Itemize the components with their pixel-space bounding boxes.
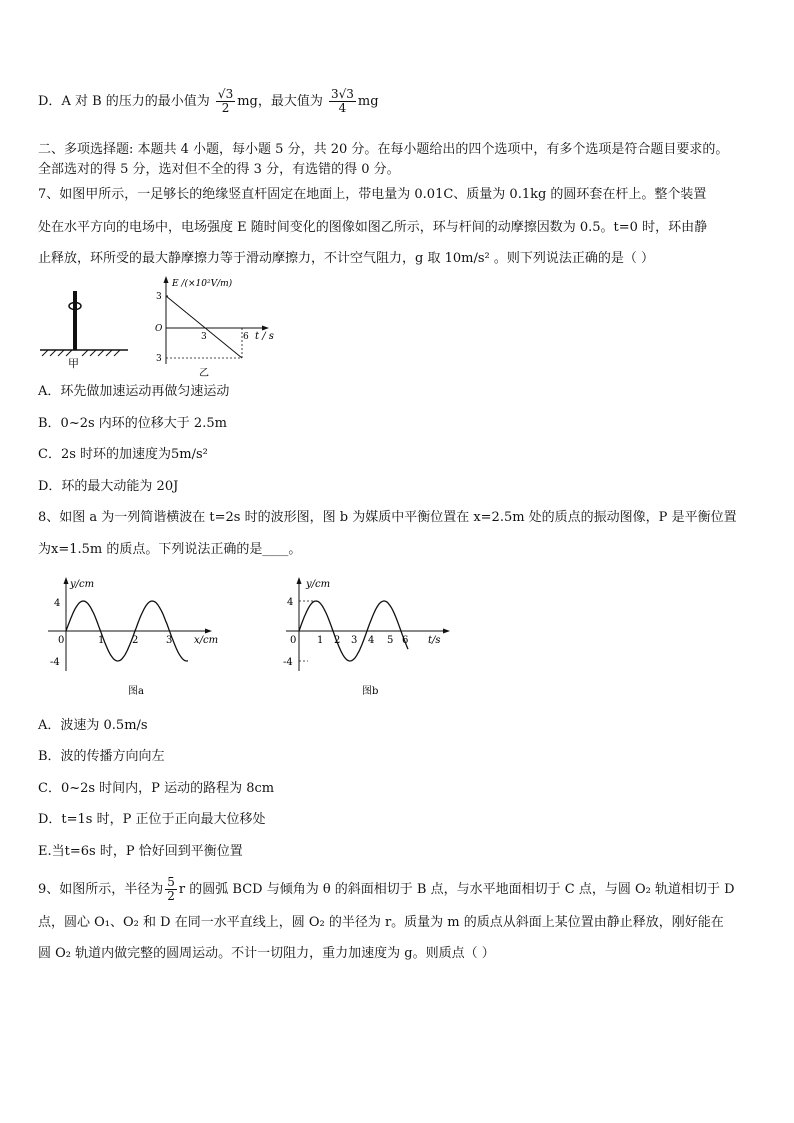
- q8-line1: 8、如图 a 为一列简谐横波在 t=2s 时的波形图，图 b 为媒质中平衡位置在 x=2.5m 处的质点的振动图像，P 是平衡位置: [38, 510, 737, 525]
- q9-line1: [38, 876, 735, 903]
- option-text: A 对 B 的压力的最小值为: [61, 94, 210, 109]
- b-xtick-6: 6: [402, 635, 409, 646]
- a-ytick-4: 4: [54, 598, 61, 609]
- q8-option-c: C．0~2s 时间内，P 运动的路程为 8cm: [38, 781, 275, 796]
- x-axis-arrow: [443, 629, 450, 634]
- q7-option-b: B．0~2s 内环的位移大于 2.5m: [38, 416, 227, 431]
- fraction-numerator: 3√3: [331, 87, 354, 101]
- q9-fraction: [165, 876, 177, 903]
- q6-option-d: [38, 88, 379, 115]
- b-xtick-5: 5: [387, 635, 394, 646]
- option-text: mg: [357, 94, 379, 109]
- section2-line1: 二、多项选择题: 本题共 4 小题，每小题 5 分，共 20 分。在每小题给出的四个选项中，有多个选项是符合题目要求的。: [38, 142, 729, 157]
- q7-figure-yi: [145, 272, 285, 380]
- q8-option-e: E.当t=6s 时，P 恰好回到平衡位置: [38, 844, 243, 859]
- y-axis-arrow: [297, 577, 302, 584]
- x-axis-arrow: [205, 629, 212, 634]
- q8-figure-b: [278, 573, 458, 701]
- q7-line2: 处在水平方向的电场中，电场强度 E 随时间变化的图像如图乙所示，环与杆间的动摩擦因数为 0.5。t=0 时，环由静: [38, 220, 708, 235]
- b-xtick-3: 3: [351, 635, 358, 646]
- min-fraction: [216, 88, 235, 115]
- a-ylabel: y/cm: [70, 579, 95, 590]
- fraction-denominator: 2: [221, 101, 230, 115]
- b-xtick-1: 1: [317, 635, 324, 646]
- e-field-line: [166, 296, 242, 358]
- yi-origin: O: [155, 324, 163, 334]
- b-ytick-4: 4: [287, 597, 294, 608]
- b-ylabel: y/cm: [306, 579, 331, 590]
- yi-ylabel: E /(×10²V/m): [172, 279, 233, 289]
- yi-x3: 3: [201, 332, 207, 342]
- q8-line2: 为x=1.5m 的质点。下列说法正确的是____。: [38, 542, 302, 557]
- fraction-numerator: √3: [217, 87, 234, 101]
- a-xtick-0: 0: [58, 635, 65, 646]
- a-caption: 图a: [128, 686, 144, 697]
- option-text: mg，最大值为: [237, 94, 323, 109]
- fig-yi-label: 乙: [199, 368, 209, 379]
- b-ytick-neg4: -4: [283, 657, 293, 668]
- q7-option-c: C．2s 时环的加速度为5m/s²: [38, 447, 208, 462]
- fraction-denominator: 4: [338, 101, 347, 115]
- fraction-numerator: 5: [167, 875, 175, 889]
- b-xtick-2: 2: [334, 635, 341, 646]
- q9-text: 9、如图所示，半径为: [38, 882, 164, 897]
- fraction-denominator: 2: [167, 889, 175, 903]
- q7-line3: 止释放，环所受的最大静摩擦力等于滑动摩擦力，不计空气阻力，g 取 10m/s² 。则下列说法正确的是（ ）: [38, 251, 654, 266]
- yi-tick-bottom: 3: [156, 354, 162, 364]
- q9-line2: 点，圆心 O₁、O₂ 和 D 在同一水平直线上，圆 O₂ 的半径为 r。质量为 m 的质点从斜面上某位置由静止释放，刚好能在: [38, 915, 724, 930]
- option-label: D．: [38, 94, 62, 109]
- a-xtick-3: 3: [166, 635, 173, 646]
- q7-line1: 7、如图甲所示，一足够长的绝缘竖直杆固定在地面上，带电量为 0.01C、质量为 0.1kg 的圆环套在杆上。整个装置: [38, 187, 707, 202]
- a-xtick-2: 2: [132, 635, 139, 646]
- yi-tick-top: 3: [156, 292, 162, 302]
- a-ytick-neg4: -4: [50, 657, 60, 668]
- b-xlabel: t/s: [428, 635, 441, 646]
- q9-line3: 圆 O₂ 轨道内做完整的圆周运动。不计一切阻力，重力加速度为 g。则质点（ ）: [38, 946, 495, 961]
- yi-xlabel: t / s: [255, 331, 274, 342]
- b-xtick-4: 4: [368, 635, 375, 646]
- y-axis-arrow: [64, 577, 69, 584]
- q8-figure-a: [38, 573, 238, 701]
- yi-x6: 6: [243, 332, 249, 342]
- b-xtick-0: 0: [290, 635, 297, 646]
- section2-line2: 全部选对的得 5 分，选对但不全的得 3 分，有选错的得 0 分。: [38, 162, 400, 177]
- a-xlabel: x/cm: [194, 635, 219, 646]
- q8-option-a: A．波速为 0.5m/s: [38, 718, 148, 733]
- max-fraction: [329, 88, 356, 115]
- b-caption: 图b: [362, 686, 379, 697]
- q7-option-a: A．环先做加速运动再做匀速运动: [38, 384, 230, 399]
- y-axis-arrow: [164, 276, 169, 283]
- fig-jia-label: 甲: [68, 357, 79, 370]
- x-axis-arrow: [262, 326, 269, 331]
- q9-text: r 的圆弧 BCD 与倾角为 θ 的斜面相切于 B 点，与水平地面相切于 C 点，与圆 O₂ 轨道相切于 D: [178, 882, 735, 897]
- q7-option-d: D．环的最大动能为 20J: [38, 479, 179, 494]
- a-xtick-1: 1: [98, 635, 105, 646]
- insulating-rod: [73, 291, 77, 350]
- ground-hatch: [42, 350, 120, 356]
- q8-option-d: D．t=1s 时，P 正位于正向最大位移处: [38, 812, 266, 827]
- q7-figure-jia: [36, 283, 136, 373]
- q8-option-b: B．波的传播方向向左: [38, 749, 165, 764]
